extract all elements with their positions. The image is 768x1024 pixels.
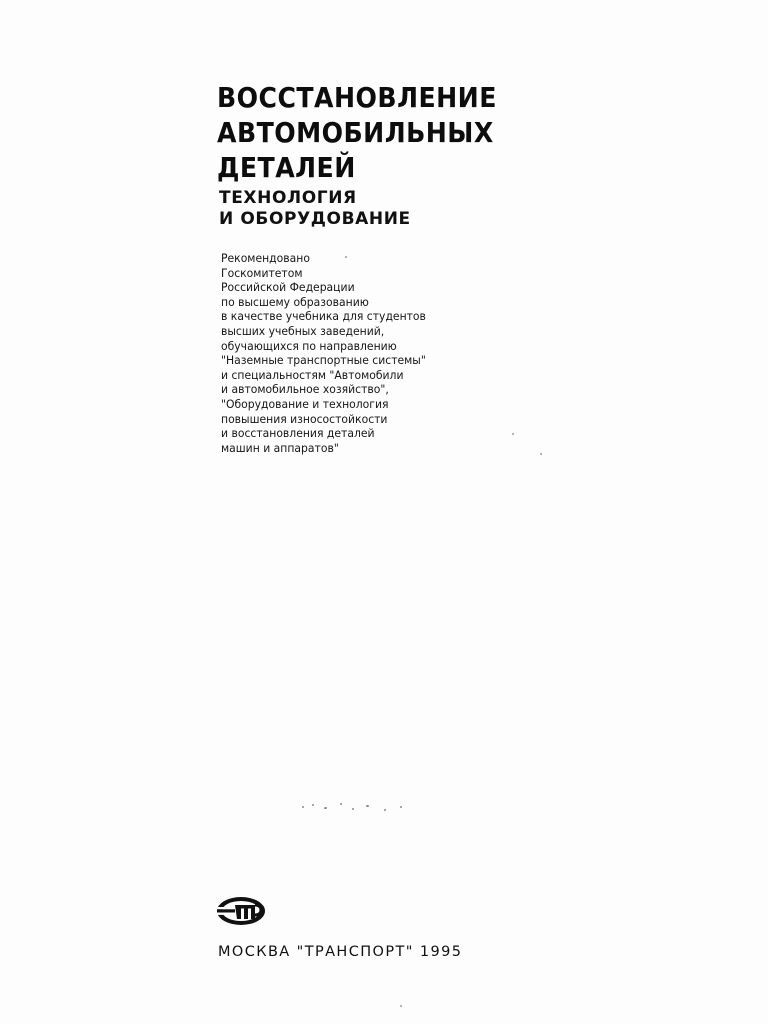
recommendation-line: и специальностям "Автомобили [221, 367, 404, 382]
recommendation-line: повышения износостойкости [221, 411, 388, 426]
print-speck [345, 256, 347, 258]
print-specks [300, 800, 410, 820]
recommendation-line: в качестве учебника для студентов [221, 309, 426, 324]
recommendation-line: высших учебных заведений, [221, 323, 385, 338]
print-speck [540, 453, 542, 455]
recommendation-line: и восстановления деталей [221, 426, 375, 441]
book-title-line-2: АВТОМОБИЛЬНЫХ [217, 116, 494, 149]
recommendation-line: Рекомендовано [221, 251, 310, 265]
recommendation-line: по высшему образованию [221, 294, 369, 309]
print-speck [400, 1005, 402, 1007]
book-subtitle-line-2: И ОБОРУДОВАНИЕ [219, 209, 411, 229]
book-title [217, 80, 557, 185]
transport-publisher-logo-icon [215, 893, 267, 929]
recommendation-line: машин и аппаратов" [221, 440, 339, 455]
recommendation-line: Госкомитетом [221, 265, 303, 280]
print-speck [512, 433, 514, 435]
book-subtitle [219, 188, 519, 230]
publisher-imprint: МОСКВА "ТРАНСПОРТ" 1995 [218, 944, 463, 960]
recommendation-line: обучающихся по направлению [221, 338, 397, 353]
recommendation-line: и автомобильное хозяйство", [221, 382, 389, 397]
recommendation-note [221, 251, 521, 455]
recommendation-line: Российской Федерации [221, 280, 355, 295]
book-title-line-1: ВОССТАНОВЛЕНИЕ [217, 81, 497, 114]
book-subtitle-line-1: ТЕХНОЛОГИЯ [219, 188, 357, 208]
book-title-line-3: ДЕТАЛЕЙ [217, 151, 356, 184]
recommendation-line: "Наземные транспортные системы" [221, 353, 426, 368]
recommendation-line: "Оборудование и технология [221, 396, 389, 411]
